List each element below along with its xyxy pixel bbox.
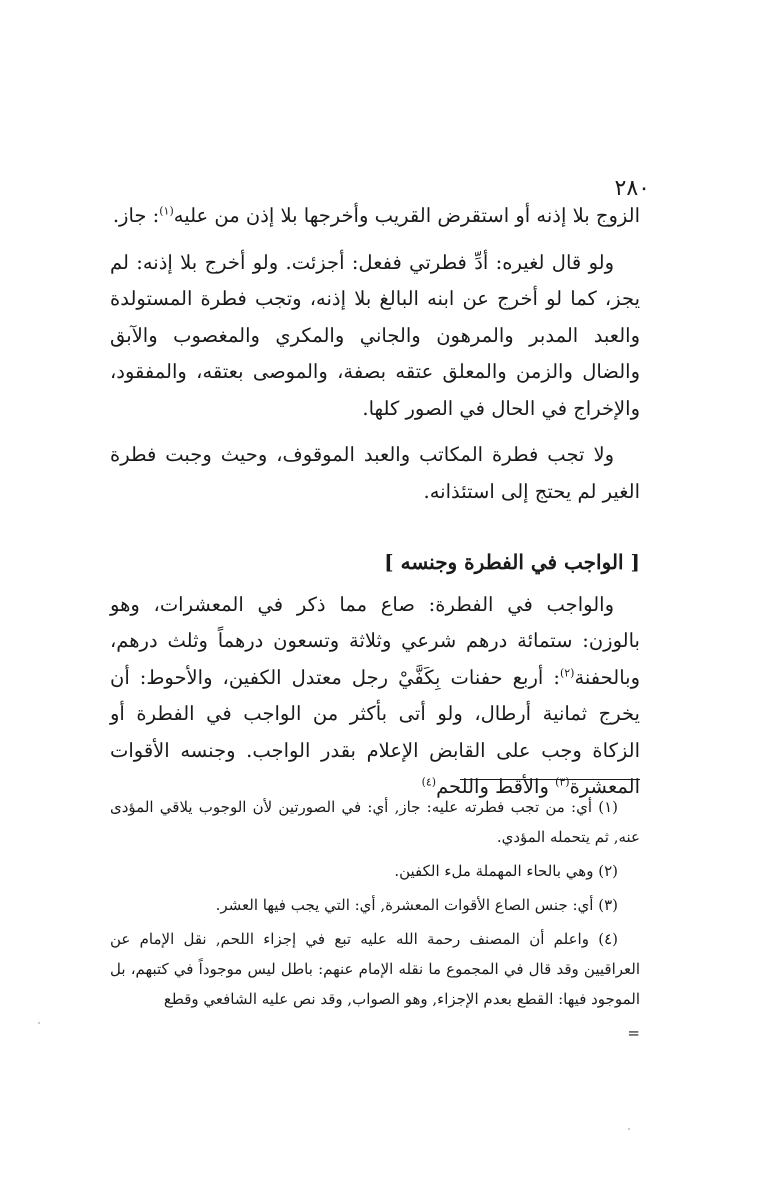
footnote-ref-1[interactable]: (١) <box>159 204 174 218</box>
footnotes <box>110 792 640 1052</box>
paragraph-3: ولا تجب فطرة المكاتب والعبد الموقوف، وحيث وجبت فطرة الغير لم يحتج إلى استئذانه. <box>110 443 640 503</box>
footnote-ref-3[interactable]: (٣) <box>555 775 570 789</box>
footnote-2: (٢) وهي بالحاء المهملة ملء الكفين. <box>394 862 618 880</box>
paragraph-2: ولو قال لغيره: أدِّ فطرتي ففعل: أجزئت. ولو أخرج بلا إذنه: لم يجز، كما لو أخرج عن ابنه البالغ بلا إذنه، وتجب فطرة المستولدة والعبد المدبر والمرهون والجاني والمكري والمغصوب والآبق والضال والزمن والمعلق عتقه بصفة، والموصى بعتقه، والمفقود، والإخراج في الحال في الصور كلها. <box>110 250 640 420</box>
footnote-divider <box>460 779 640 780</box>
paragraph-4-part-a: والواجب في الفطرة: صاع مما ذكر في المعشرات، وهو بالوزن: ستمائة درهم شرعي وثلاثة وتسعون درهماً وثلث درهم، وبالحفنة <box>110 592 640 689</box>
footnote-1: (١) أي: من تجب فطرته عليه: جاز, أي: في الصورتين لأن الوجوب يلاقي المؤدى عنه, ثم يتحمله المؤدي. <box>110 798 640 846</box>
paragraph-4 <box>110 587 640 806</box>
paragraph-1-end: : جاز. <box>112 204 160 227</box>
page-number: ٢٨٠ <box>614 176 650 201</box>
scan-speck <box>628 1128 630 1130</box>
paragraph-1 <box>110 198 640 235</box>
scan-speck <box>38 1022 40 1024</box>
footnote-ref-4[interactable]: (٤) <box>421 775 437 789</box>
section-heading: [ الواجب في الفطرة وجنسه ] <box>384 550 640 574</box>
footnote-ref-2[interactable]: (٢) <box>559 666 575 679</box>
paragraph-4-part-b: : أربع حفنات بِكَفَّيْ رجل معتدل الكفين، والأحوط: أن يخرج ثمانية أرطال، ولو أتى بأكثر من الواجب في الفطرة أو الزكاة وجب على القابض الإعلام بقدر الواجب. وجنسه الأقوات المعشرة <box>110 665 640 798</box>
footnote-3: (٣) أي: جنس الصاع الأقوات المعشرة, أي: التي يجب فيها العشر. <box>215 896 618 914</box>
paragraph-4-part-c: والأقط واللحم <box>436 775 556 798</box>
continuation-mark: = <box>627 1024 640 1042</box>
main-text <box>110 198 640 816</box>
footnote-4: (٤) واعلم أن المصنف رحمة الله عليه تبع في إجزاء اللحم, نقل الإمام عن العراقيين وقد قال في المجموع ما نقله الإمام عنهم: باطل ليس موجوداً في كتبهم، بل الموجود فيها: القطع بعدم الإجزاء, وهو الصواب, وقد نص عليه الشافعي وقطع <box>110 930 640 1008</box>
paragraph-1-text: الزوج بلا إذنه أو استقرض القريب وأخرجها بلا إذن من عليه <box>173 204 640 227</box>
